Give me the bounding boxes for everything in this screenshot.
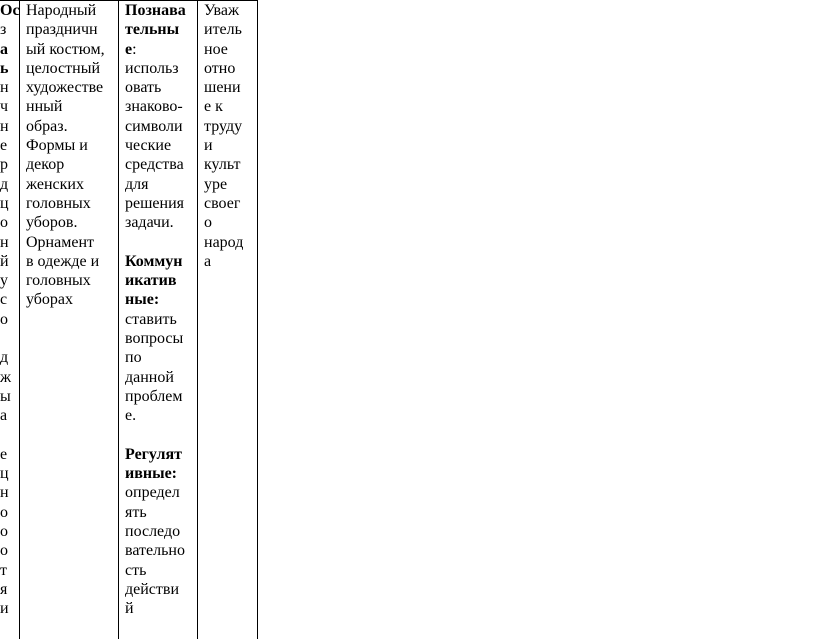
col1-line: е (0, 137, 8, 155)
col4-line: итель (204, 21, 242, 39)
col1-line: й (0, 252, 9, 270)
col1-line: о (0, 503, 8, 521)
col3-line (125, 20, 186, 39)
col4-line: своег (204, 194, 241, 212)
col1-line: т (0, 561, 7, 579)
column-divider-4 (257, 0, 258, 639)
col1-line: з (0, 21, 7, 39)
col1-line (0, 59, 17, 78)
col3-line (125, 252, 186, 271)
col3-line: данной (125, 368, 174, 386)
col3-line (125, 290, 186, 309)
col3-line (125, 464, 186, 483)
col3-line: по (125, 349, 142, 367)
col1-line: д (0, 349, 9, 367)
col3-line: ставить (125, 310, 177, 328)
col3-line: ческие (125, 137, 172, 155)
col3-line: знаково- (125, 98, 183, 116)
col1-line: н (0, 117, 9, 135)
column-divider-1 (19, 0, 20, 639)
col3-line (125, 233, 186, 252)
col2-line: нный (26, 98, 63, 116)
col4-line: и (204, 137, 213, 155)
col3-line-bold: Регулят (125, 445, 183, 463)
col3-line: для (125, 175, 149, 193)
col2-line: художестве (26, 79, 104, 97)
col4-line: Уваж (204, 2, 240, 19)
col3-line (125, 1, 186, 20)
col1-line: с (0, 291, 8, 309)
col3-line-bold: ивные: (125, 465, 177, 483)
col1-line: ц (0, 465, 9, 483)
col2-line: ый костюм, (26, 40, 105, 58)
col2-line: Народный (26, 2, 97, 19)
col3-line: овать (125, 79, 162, 97)
col2-line: Формы и (26, 137, 88, 155)
col3-line (125, 271, 186, 290)
col2-line: женских (26, 175, 84, 193)
col3-line: решения (125, 194, 185, 212)
col1-line: н (0, 484, 9, 502)
col4-line: а (204, 252, 212, 270)
col3-line-bold: икатив (125, 272, 177, 290)
col1-line: я (0, 580, 8, 598)
col2-line: головных (26, 194, 91, 212)
col2-line: праздничн (26, 21, 98, 39)
col3-line: е. (125, 407, 137, 425)
col3-line-bold: Познава (125, 2, 186, 19)
col1-line: ч (0, 98, 9, 116)
col1-line: д (0, 175, 9, 193)
col3-line-bold: ные: (125, 291, 160, 309)
col1-line: ц (0, 194, 9, 212)
col1-line: о (0, 523, 8, 541)
col3-line (125, 445, 186, 464)
col1-line (0, 1, 20, 20)
col3-line-bold: е (125, 40, 133, 58)
col2-line: образ. (26, 117, 68, 135)
col4-line: е к (204, 98, 223, 116)
col1-line (0, 426, 17, 445)
col1-line-bold: Ос (0, 2, 20, 19)
col4-line: ное (204, 40, 228, 58)
col3-line-bold: тельны (125, 21, 180, 39)
col1-line-bold: ь (0, 59, 9, 77)
col3-line: ять (125, 503, 147, 521)
col1-line: у (0, 272, 8, 290)
col1-line: о (0, 310, 8, 328)
col3-line-bold: Коммун (125, 252, 183, 270)
col4-line: народ (204, 233, 244, 251)
col2-line: в одежде и (26, 252, 100, 270)
col3-line: сть (125, 561, 147, 579)
col1-line: е (0, 445, 8, 463)
col1-line: р (0, 156, 8, 174)
col3-line: проблем (125, 387, 183, 405)
col1-line: о (0, 542, 8, 560)
col1-line: н (0, 79, 9, 97)
col2-line: целостный (26, 59, 101, 77)
table-cell-topic (0, 1, 20, 619)
col3-line-suffix: : (132, 40, 137, 58)
col1-line (0, 40, 17, 59)
col4-line: отно (204, 59, 236, 77)
col1-line: и (0, 600, 9, 618)
col1-line: ж (0, 368, 12, 386)
col3-line: символи (125, 117, 183, 135)
col3-line: определ (125, 484, 180, 502)
col4-line: уре (204, 175, 228, 193)
col1-line: а (0, 407, 8, 425)
col3-line (125, 426, 186, 445)
col4-line: культ (204, 156, 241, 174)
col1-line: о (0, 214, 8, 232)
col4-line: шени (204, 79, 241, 97)
col1-line-bold: а (0, 40, 8, 58)
col2-line: головных (26, 272, 91, 290)
column-divider-2 (118, 0, 119, 639)
col2-line: Орнамент (26, 233, 94, 251)
col3-line: последо (125, 523, 181, 541)
col2-line: уборов. (26, 214, 78, 232)
col3-line: средства (125, 156, 184, 174)
col1-line (0, 329, 17, 348)
col3-line: действи (125, 580, 180, 598)
col1-line: ы (0, 387, 11, 405)
col2-line: уборах (26, 291, 74, 309)
col3-line: й (125, 600, 134, 618)
table-cell-personal-results (204, 1, 243, 271)
col3-line: вопросы (125, 330, 184, 348)
col2-line: декор (26, 156, 65, 174)
col3-line: использ (125, 59, 179, 77)
table-cell-content (26, 1, 105, 310)
col3-line (125, 40, 186, 59)
table-cell-learning-actions (125, 1, 186, 619)
column-divider-3 (197, 0, 198, 639)
col4-line: о (204, 214, 212, 232)
col1-line: н (0, 233, 9, 251)
col4-line: труду (204, 117, 243, 135)
col3-line: вательно (125, 542, 185, 560)
col3-line: задачи. (125, 214, 174, 232)
